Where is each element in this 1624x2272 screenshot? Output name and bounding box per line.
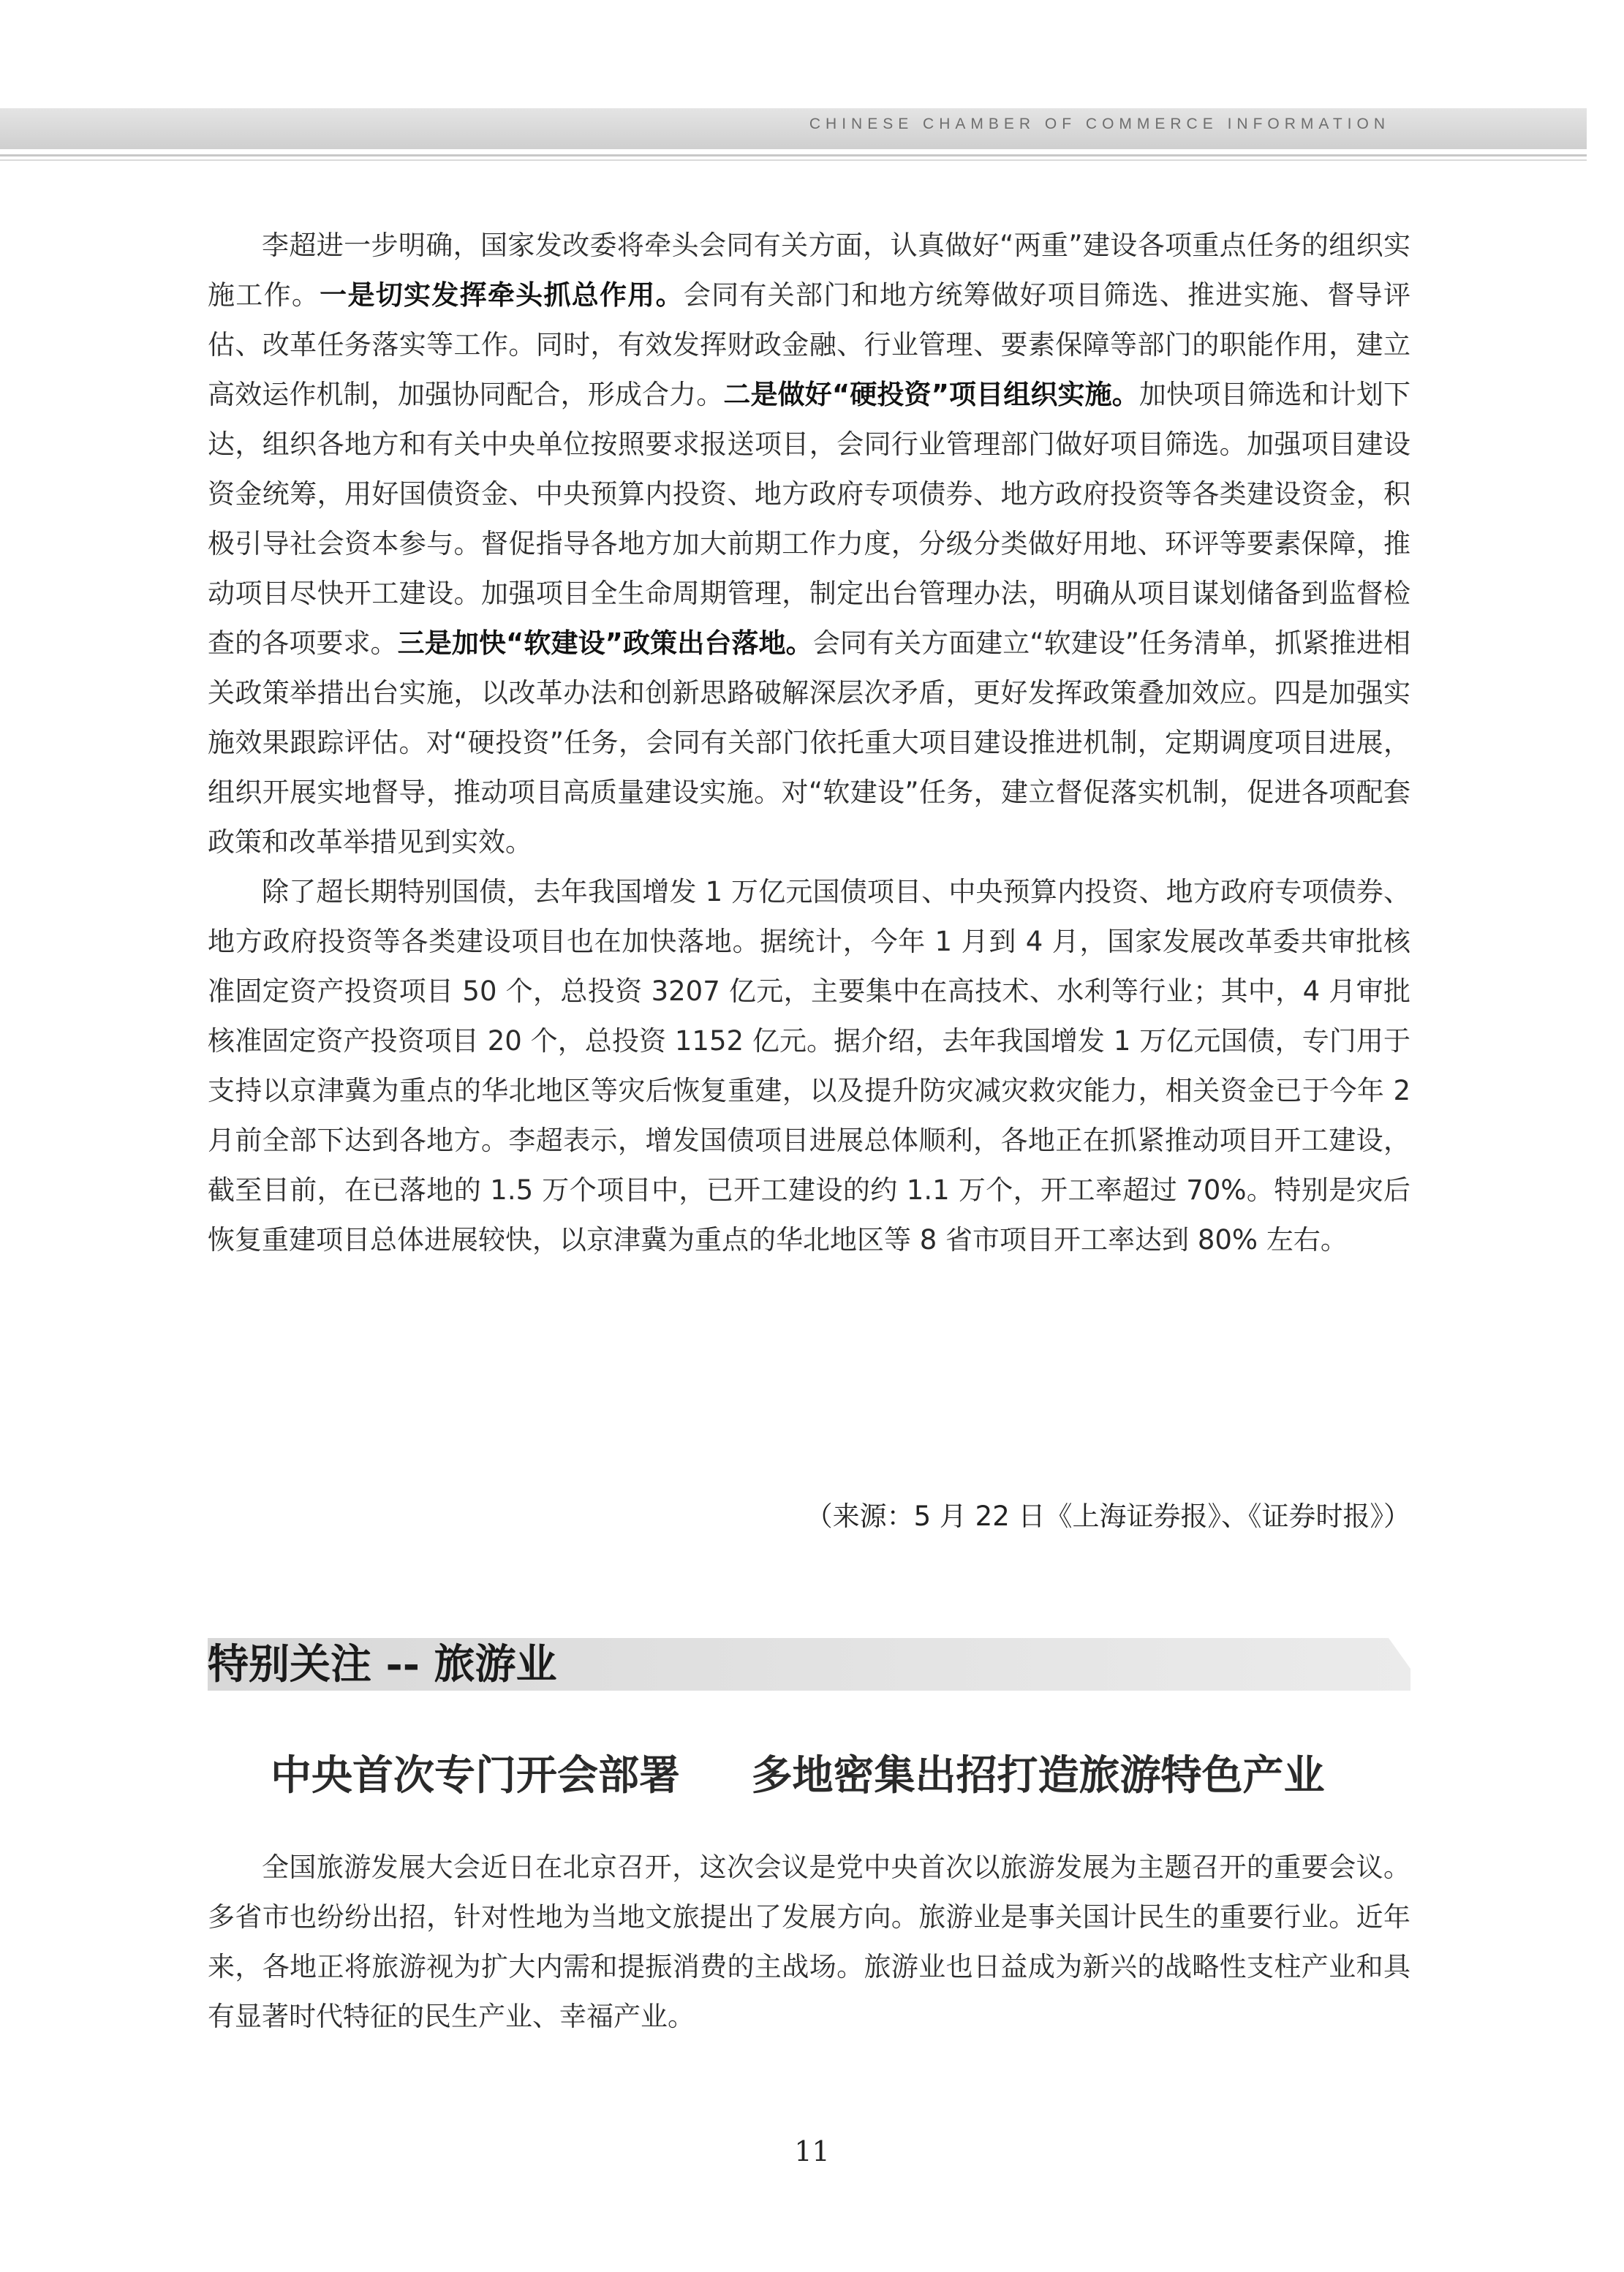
paragraph-3: 全国旅游发展大会近日在北京召开，这次会议是党中央首次以旅游发展为主题召开的重要会议。多省市也纷纷出招，针对性地为当地文旅提出了发展方向。旅游业是事关国计民生的重要行业。近年来，各地正将旅游视为扩大内需和提振消费的主战场。旅游业也日益成为新兴的战略性支柱产业和具有显著时代特征的民生产业、幸福产业。 <box>208 1852 1410 2032</box>
key-point-1: 一是切实发挥牵头抓总作用。 <box>320 279 684 311</box>
key-point-3: 三是加快“软建设”政策出台落地。 <box>397 627 813 659</box>
article-body-2 <box>208 1843 1410 2042</box>
header-rule <box>0 154 1609 156</box>
header-rule-thin <box>0 159 1609 161</box>
paragraph-2: 除了超长期特别国债，去年我国增发 1 万亿元国债项目、中央预算内投资、地方政府专项债券、地方政府投资等各类建设项目也在加快落地。据统计，今年 1 月到 4 月，国家发展改革委共审批核准固定资产投资项目 50 个，总投资 3207 亿元，主要集中在高技术、水利等行业；其中，4 月审批核准固定资产投资项目 20 个，总投资 1152 亿元。据介绍，去年我国增发 1 万亿元国债，专门用于支持以京津冀为重点的华北地区等灾后恢复重建，以及提升防灾减灾救灾能力，相关资金已于今年 2 月前全部下达到各地方。李超表示，增发国债项目进展总体顺利，各地正在抓紧推动项目开工建设，截至目前，在已落地的 1.5 万个项目中，已开工建设的约 1.1 万个，开工率超过 70%。特别是灾后恢复重建项目总体进展较快，以京津冀为重点的华北地区等 8 省市项目开工率达到 80% 左右。 <box>208 876 1410 1256</box>
section-heading: 特别关注 -- 旅游业 <box>208 1640 557 1688</box>
article-title: 中央首次专门开会部署 多地密集出招打造旅游特色产业 <box>271 1752 1325 1800</box>
page-number: 11 <box>794 2135 830 2167</box>
running-header: CHINESE CHAMBER OF COMMERCE INFORMATION <box>809 116 1390 132</box>
paragraph-1: 李超进一步明确，国家发改委将牵头会同有关方面，认真做好“两重”建设各项重点任务的组织实施工作。一是切实发挥牵头抓总作用。会同有关部门和地方统筹做好项目筛选、推进实施、督导评估、改革任务落实等工作。同时，有效发挥财政金融、行业管理、要素保障等部门的职能作用，建立高效运作机制，加强协同配合，形成合力。二是做好“硬投资”项目组织实施。加快项目筛选和计划下达，组织各地方和有关中央单位按照要求报送项目，会同行业管理部门做好项目筛选。加强项目建设资金统筹，用好国债资金、中央预算内投资、地方政府专项债券、地方政府投资等各类建设资金，积极引导社会资本参与。督促指导各地方加大前期工作力度，分级分类做好用地、环评等要素保障，推动项目尽快开工建设。加强项目全生命周期管理，制定出台管理办法，明确从项目谋划储备到监督检查的各项要求。三是加快“软建设”政策出台落地。会同有关方面建立“软建设”任务清单，抓紧推进相关政策举措出台实施，以改革办法和创新思路破解深层次矛盾，更好发挥政策叠加效应。四是加强实施效果跟踪评估。对“硬投资”任务，会同有关部门依托重大项目建设推进机制，定期调度项目进展，组织开展实地督导，推动项目高质量建设实施。对“软建设”任务，建立督促落实机制，促进各项配套政策和改革举措见到实效。 <box>208 230 1411 858</box>
source-citation: （来源：5 月 22 日《上海证券报》、《证券时报》） <box>805 1501 1410 1532</box>
key-point-2: 二是做好“硬投资”项目组织实施。 <box>723 379 1139 410</box>
header-band-gap <box>1587 102 1624 168</box>
article-body-1 <box>208 221 1410 1265</box>
